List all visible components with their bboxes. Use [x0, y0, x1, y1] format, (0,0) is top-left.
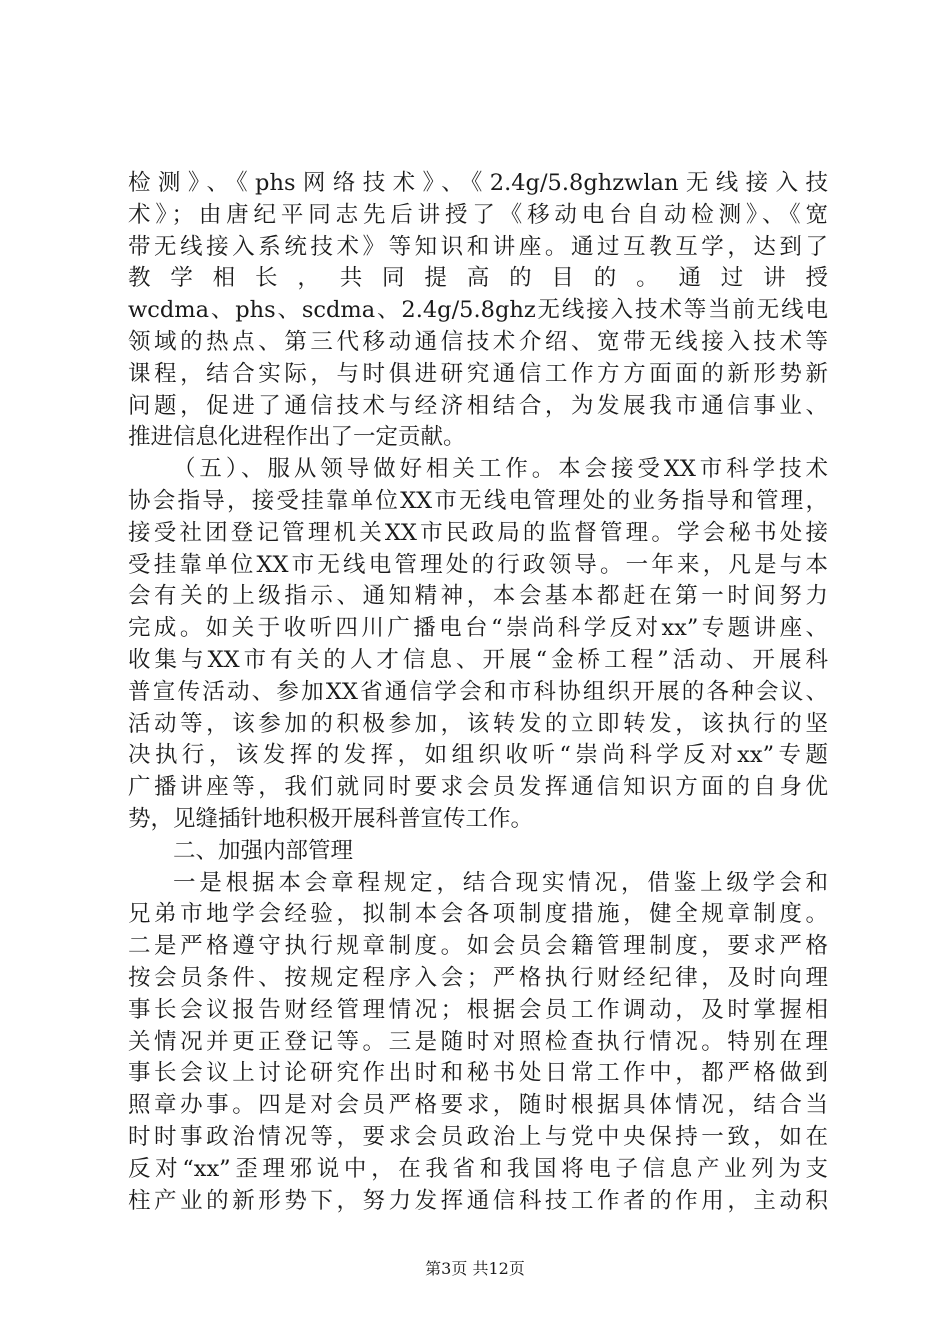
text-line: 照章办事。四是对会员严格要求，随时根据具体情况，结合当: [128, 1092, 828, 1119]
text-line: 事长会议报告财经管理情况；根据会员工作调动，及时掌握相: [128, 996, 828, 1023]
text-line: （五）、服从领导做好相关工作。本会接受XX市科学技术: [173, 456, 828, 483]
text-line: 收集与XX市有关的人才信息、开展“金桥工程”活动、开展科: [128, 646, 828, 673]
text-line: 检测》、《phs网络技术》、《2.4g/5.8ghzwlan无线接入技: [128, 170, 828, 196]
text-line: 一是根据本会章程规定，结合现实情况，借鉴上级学会和: [173, 869, 828, 896]
text-line: 领域的热点、第三代移动通信技术介绍、宽带无线接入技术等: [128, 328, 828, 355]
page-footer: [0, 1259, 950, 1279]
text-line: 教学相长，共同提高的目的。通过讲授: [128, 265, 828, 292]
text-line: 术》；由唐纪平同志先后讲授了《移动电台自动检测》、《宽: [128, 201, 828, 228]
text-line: 活动等，该参加的积极参加，该转发的立即转发，该执行的坚: [128, 710, 828, 737]
text-line: 协会指导，接受挂靠单位XX市无线电管理处的业务指导和管理，: [128, 487, 828, 514]
text-line: 按会员条件、按规定程序入会；严格执行财经纪律，及时向理: [128, 964, 828, 991]
text-line: 二是严格遵守执行规章制度。如会员会籍管理制度，要求严格: [128, 933, 828, 960]
text-line: 接受社团登记管理机关XX市民政局的监督管理。学会秘书处接: [128, 519, 828, 546]
text-line: 事长会议上讨论研究作出时和秘书处日常工作中，都严格做到: [128, 1060, 828, 1087]
page-total: 共12页: [472, 1259, 525, 1278]
text-line: wcdma、phs、scdma、2.4g/5.8ghz无线接入技术等当前无线电: [128, 297, 828, 324]
text-line: 完成。如关于收听四川广播电台“崇尚科学反对xx”专题讲座、: [128, 615, 828, 642]
text-line: 普宣传活动、参加XX省通信学会和市科协组织开展的各种会议、: [128, 678, 828, 705]
text-line: 问题，促进了通信技术与经济相结合，为发展我市通信事业、: [128, 392, 828, 419]
text-line: 时时事政治情况等，要求会员政治上与党中央保持一致，如在: [128, 1123, 828, 1150]
text-line: 受挂靠单位XX市无线电管理处的行政领导。一年来，凡是与本: [128, 551, 828, 578]
text-line: 兄弟市地学会经验，拟制本会各项制度措施，健全规章制度。: [128, 901, 828, 928]
text-line: 柱产业的新形势下，努力发挥通信科技工作者的作用，主动积: [128, 1187, 828, 1214]
text-line: 二、加强内部管理: [173, 837, 354, 864]
text-line: 决执行，该发挥的发挥，如组织收听“崇尚科学反对xx”专题: [128, 742, 828, 769]
document-body: [128, 168, 828, 1217]
text-line: 反对“xx”歪理邪说中，在我省和我国将电子信息产业列为支: [128, 1155, 828, 1182]
text-line: 带无线接入系统技术》等知识和讲座。通过互教互学，达到了: [128, 233, 828, 260]
text-line: 会有关的上级指示、通知精神，本会基本都赶在第一时间努力: [128, 583, 828, 610]
text-line: 课程，结合实际，与时俱进研究通信工作方方面面的新形势新: [128, 360, 828, 387]
text-line: 广播讲座等，我们就同时要求会员发挥通信知识方面的自身优: [128, 774, 828, 801]
text-line: 势，见缝插针地积极开展科普宣传工作。: [128, 805, 534, 832]
text-line: 关情况并更正登记等。三是随时对照检查执行情况。特别在理: [128, 1028, 828, 1055]
text-line: 推进信息化进程作出了一定贡献。: [128, 424, 466, 451]
page-number: 第3页: [425, 1259, 468, 1278]
